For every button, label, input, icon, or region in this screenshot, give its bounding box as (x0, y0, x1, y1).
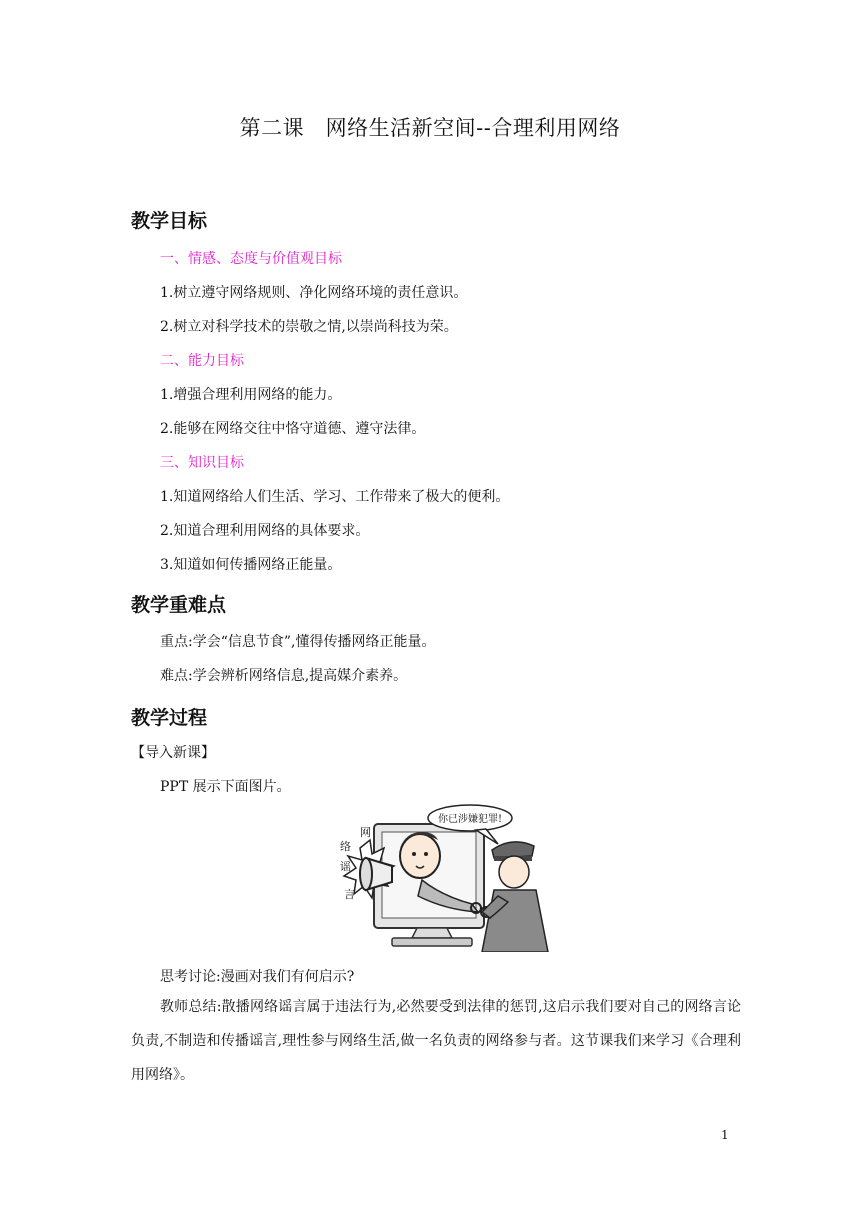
side-text-char: 网 (360, 826, 371, 839)
intro-label: 【导入新课】 (131, 745, 215, 761)
list-item: 1.知道网络给人们生活、学习、工作带来了极大的便利。 (160, 489, 510, 505)
list-item: 3.知道如何传播网络正能量。 (160, 557, 342, 573)
list-item: 2.知道合理利用网络的具体要求。 (160, 523, 370, 539)
cartoon-illustration (322, 800, 554, 952)
subheading-knowledge-goals: 三、知识目标 (160, 455, 244, 471)
key-point-difficulty: 难点:学会辨析网络信息,提高媒介素养。 (160, 668, 408, 684)
side-text-char: 络 (340, 840, 351, 853)
key-point-focus: 重点:学会“信息节食”,懂得传播网络正能量。 (160, 634, 436, 650)
heading-teaching-goals: 教学目标 (131, 210, 208, 232)
list-item: 2.能够在网络交往中恪守道德、遵守法律。 (160, 421, 426, 437)
discussion-question: 思考讨论:漫画对我们有何启示? (160, 969, 355, 985)
side-text-char: 言 (344, 888, 355, 901)
teacher-summary: 教师总结:散播网络谣言属于违法行为,必然要受到法律的惩罚,这启示我们要对自己的网络言论负责,不制造和传播谣言,理性参与网络生活,做一名负责的网络参与者。这节课我们来学习《合理利用网络》。 (131, 999, 741, 1083)
side-text-char: 谣 (340, 860, 351, 873)
subheading-emotion-goals: 一、情感、态度与价值观目标 (160, 251, 342, 267)
page-number: 1 (721, 1128, 729, 1142)
list-item: 2.树立对科学技术的崇敬之情,以崇尚科技为荣。 (160, 319, 458, 335)
ppt-instruction: PPT 展示下面图片。 (160, 779, 291, 795)
list-item: 1.树立遵守网络规则、净化网络环境的责任意识。 (160, 285, 468, 301)
subheading-ability-goals: 二、能力目标 (160, 353, 244, 369)
heading-key-points: 教学重难点 (131, 594, 227, 616)
page-title: 第二课 网络生活新空间--合理利用网络 (239, 116, 621, 140)
heading-teaching-process: 教学过程 (131, 707, 208, 729)
list-item: 1.增强合理利用网络的能力。 (160, 387, 342, 403)
speech-bubble-text: 你已涉嫌犯罪! (437, 814, 503, 825)
